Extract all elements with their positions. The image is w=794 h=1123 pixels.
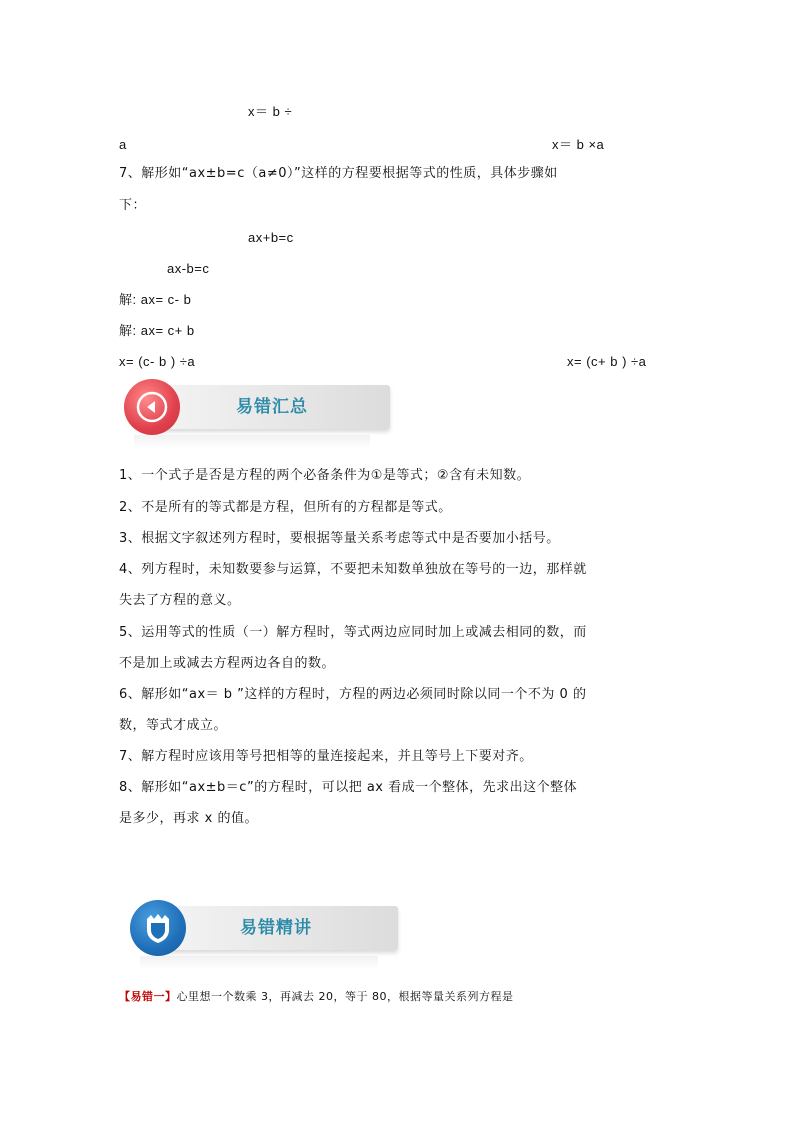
formula-x-eq-b-div: x＝ b ÷ [248,104,293,119]
equation-ax-plus-b: ax+b=c [248,230,294,245]
solution-step-2: 解: ax= c+ b [119,323,195,338]
question-line [119,989,513,1005]
list-item: 数，等式才成立。 [119,718,228,733]
list-item: 8、解形如“ax±b＝c”的方程时，可以把 ax 看成一个整体，先求出这个整体 [119,780,578,795]
section-title: 易错精讲 [240,918,312,938]
list-item: 不是加上或减去方程两边各自的数。 [119,656,336,671]
list-item: 1、一个式子是否是方程的两个必备条件为①是等式；②含有未知数。 [119,468,531,483]
equation-ax-minus-b: ax-b=c [167,261,210,276]
solution-step-1: 解: ax= c- b [119,292,192,307]
rule-7-text: 7、解形如“ax±b=c（a≠0）”这样的方程要根据等式的性质，具体步骤如 [119,166,558,181]
list-item: 3、根据文字叙述列方程时，要根据等量关系考虑等式中是否要加小括号。 [119,531,560,546]
banner-reflection [134,435,370,449]
shield-icon [130,900,186,956]
section-title: 易错汇总 [236,397,308,417]
section-banner-errors-summary [124,379,390,435]
list-item: 7、解方程时应该用等号把相等的量连接起来，并且等号上下要对齐。 [119,749,533,764]
rule-7-continued: 下： [119,198,147,213]
formula-x-eq-b-times-a: x＝ b ×a [552,137,605,152]
list-item: 4、列方程时，未知数要参与运算，不要把未知数单独放在等号的一边，那样就 [119,562,587,577]
back-arrow-icon [124,379,180,435]
list-item: 2、不是所有的等式都是方程，但所有的方程都是等式。 [119,500,452,515]
list-item: 是多少，再求 x 的值。 [119,811,258,826]
banner-reflection [140,956,378,970]
section-banner-errors-explained [130,900,398,956]
list-item: 5、运用等式的性质（一）解方程时，等式两边应同时加上或减去相同的数，而 [119,625,587,640]
list-item: 6、解形如“ax＝ b ”这样的方程时，方程的两边必须同时除以同一个不为 0 的 [119,687,587,702]
solution-result-right: x= (c+ b ) ÷a [567,354,647,369]
question-text: 心里想一个数乘 3，再减去 20，等于 80，根据等量关系列方程是 [176,990,514,1003]
question-label: 【易错一】 [119,990,177,1003]
solution-result-left: x= (c- b ) ÷a [119,354,196,369]
list-item: 失去了方程的意义。 [119,593,241,608]
formula-a: a [119,137,127,152]
